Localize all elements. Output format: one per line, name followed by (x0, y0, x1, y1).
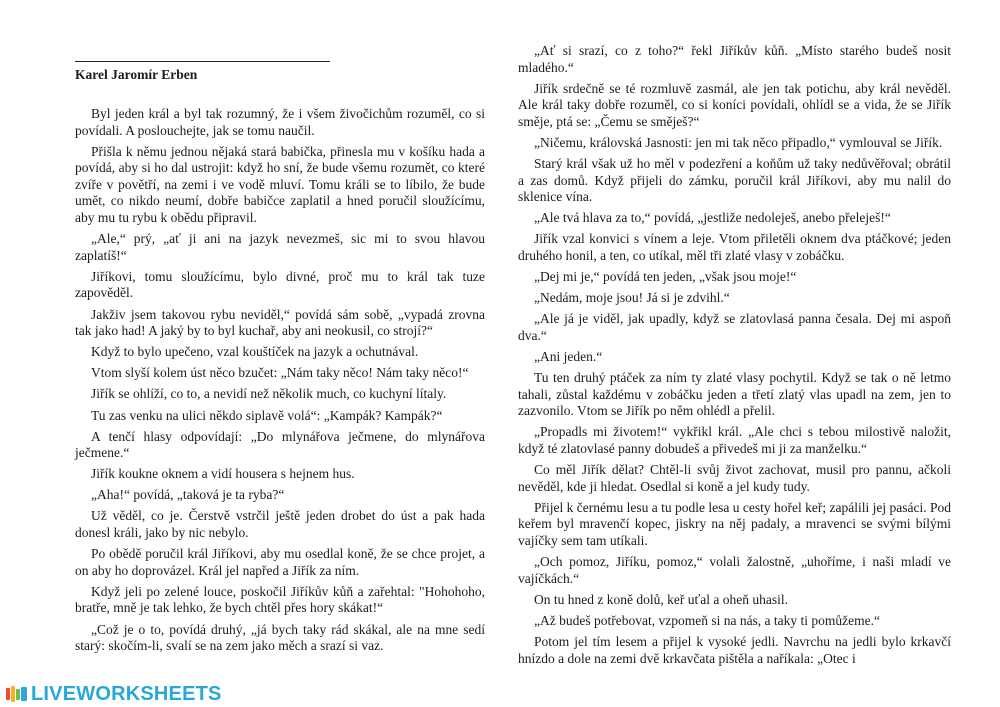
paragraph: Jiřík se ohlíží, co to, a nevidí než několik much, co kuchyní lítaly. (91, 386, 447, 402)
paragraph: „Aha!“ povídá, „taková je ta ryba?“ (91, 487, 285, 503)
paragraph: „Ale,“ prý, „ať ji ani na jazyk nevezmeš, sic mi to svou hlavou zaplatíš!“ (75, 231, 485, 263)
paragraph: Přijel k černému lesu a tu podle lesa u cesty hořel keř; zapálili jej pasáci. Pod keřem byl mravenčí kopec, jiskry na něj padaly, a mravenci se svými bílými vajíčky sem tam utíkali. (518, 499, 951, 548)
paragraph: Když to bylo upečeno, vzal kouštíček na jazyk a ochutnával. (91, 344, 419, 360)
left-column (75, 106, 485, 659)
paragraph: „Ničemu, královská Jasnosti: jen mi tak něco připadlo,“ vymlouval se Jiřík. (534, 134, 943, 150)
paragraph: Jiříkovi, tomu sloužícímu, bylo divné, proč mu to král tak tuze zapověděl. (75, 268, 485, 301)
paragraph: Starý král však už ho měl v podezření a koňům už taky nedůvěřoval; obrátil a zas domů. Když přijeli do zámku, poručil král Jiříkovi, aby mu nalil do sklenice vína. (518, 156, 951, 205)
paragraph: „Propadls mi životem!“ vykřikl král. „Ale chci s tebou milostivě naložit, když té zlatovlasé panny dobudeš a přivedeš mi ji za manželku.“ (518, 424, 951, 456)
paragraph: Přišla k němu jednou nějaká stará babička, přinesla mu v košíku hada a povídá, aby si ho dal ustrojit: když ho sní, že bude všemu rozumět, co které zvíře v povětří, na zemi i ve vodě mluví. Tomu králi se to líbilo, že bude umět, co nikdo neumí, dobře babičce zaplatil a hned poručil sloužícímu, aby mu tu rybu k obědu připravil. (75, 143, 485, 226)
right-column (518, 43, 951, 672)
paragraph: „Ať si srazí, co z toho?“ řekl Jiříkův kůň. „Místo starého budeš nosit mladého.“ (518, 43, 951, 75)
paragraph: „Nedám, moje jsou! Já si je zdvihl.“ (534, 290, 730, 306)
paragraph: Po obědě poručil král Jiříkovi, aby mu osedlal koně, že se chce projet, a on aby ho doprovázel. Král jel napřed a Jiřík za ním. (75, 546, 485, 578)
paragraph: „Ale tvá hlava za to,“ povídá, „jestliže nedoleješ, anebo přeleješ!“ (534, 210, 891, 226)
paragraph: Co měl Jiřík dělat? Chtěl-li svůj život zachovat, musil pro pannu, ačkoli nevěděl, kde ji hledat. Osedlal si koně a jel kudy tudy. (518, 462, 951, 494)
paragraph: Jiřík srdečně se té rozmluvě zasmál, ale jen tak potichu, aby král nevěděl. Ale král taky dobře rozuměl, co si koníci povídali, ohlídl se a vida, že se Jiřík směje, ptá se: „Čemu se směješ?“ (518, 80, 951, 129)
logo-text: LIVEWORKSHEETS (31, 682, 222, 705)
paragraph: A tenčí hlasy odpovídají: „Do mlynářova ječmene, do mlynářova ječmene.“ (75, 428, 485, 461)
paragraph: Vtom slyší kolem úst něco bzučet: „Nám taky něco! Nám taky něco!“ (91, 365, 469, 381)
paragraph: On tu hned z koně dolů, keř uťal a oheň uhasil. (534, 591, 788, 607)
paragraph: Jiřík koukne oknem a vidí housera s hejnem hus. (91, 466, 355, 482)
paragraph: „Dej mi je,“ povídá ten jeden, „však jsou moje!“ (534, 269, 797, 285)
paragraph: Už věděl, co je. Čerstvě vstrčil ještě jeden drobet do úst a pak hada donesl králi, jako by nic nebylo. (75, 508, 485, 541)
paragraph: Byl jeden král a byl tak rozumný, že i všem živočichům rozuměl, co si povídali. A poslouchejte, jak se tomu naučil. (75, 106, 485, 138)
paragraph: Tu ten druhý ptáček za ním ty zlaté vlasy pochytil. Když se tak o ně letmo tahali, zůstal každému v zobáčku jeden a třetí zlatý vlas upadl na zem, jen to zazvonilo. Vtom se Jiřík po něm ohlédl a přelil. (518, 370, 951, 419)
paragraph: Potom jel tím lesem a přijel k vysoké jedli. Navrchu na jedli bylo krkavčí hnízdo a dole na zemi dvě krkavčata pištěla a naříkala: „Otec i (518, 633, 951, 666)
paragraph: Jakživ jsem takovou rybu neviděl,“ povídá sám sobě, „vypadá zrovna tak jako had! A jaký by to byl kuchař, aby ani neokusil, co strojí?“ (75, 306, 485, 339)
paragraph: „Ani jeden.“ (534, 349, 603, 364)
paragraph: „Až budeš potřebovat, vzpomeň si na nás, a taky ti pomůžeme.“ (534, 612, 881, 628)
paragraph: „Což je o to, povídá druhý, „já bych taky rád skákal, ale na mne sedí starý: skočím-li, svalí se na zem jako měch a srazí si vaz. (75, 621, 485, 654)
liveworksheets-logo[interactable] (6, 683, 222, 705)
paragraph: Když jeli po zelené louce, poskočil Jiříkův kůň a zařehtal: "Hohohoho, bratře, mně je tak lehko, že bych chtěl přes hory skákat!“ (75, 583, 485, 616)
author-name: Karel Jaromír Erben (75, 67, 198, 82)
paragraph: Jiřík vzal konvici s vínem a leje. Vtom přiletěli oknem dva ptáčkové; jeden druhého honil, a ten, co utíkal, měl tři zlaté vlasy v zobáčku. (518, 231, 951, 264)
title-rule (75, 61, 330, 62)
paragraph: „Ale já je viděl, jak upadly, když se zlatovlasá panna česala. Dej mi aspoň dva.“ (518, 311, 951, 343)
liveworksheets-logo-icon (6, 685, 28, 703)
paragraph: „Och pomoz, Jiříku, pomoz,“ volali žalostně, „uhoříme, i naši mladí ve vajíčkách.“ (518, 554, 951, 586)
paragraph: Tu zas venku na ulici někdo siplavě volá“: „Kampák? Kampák?“ (91, 407, 443, 423)
